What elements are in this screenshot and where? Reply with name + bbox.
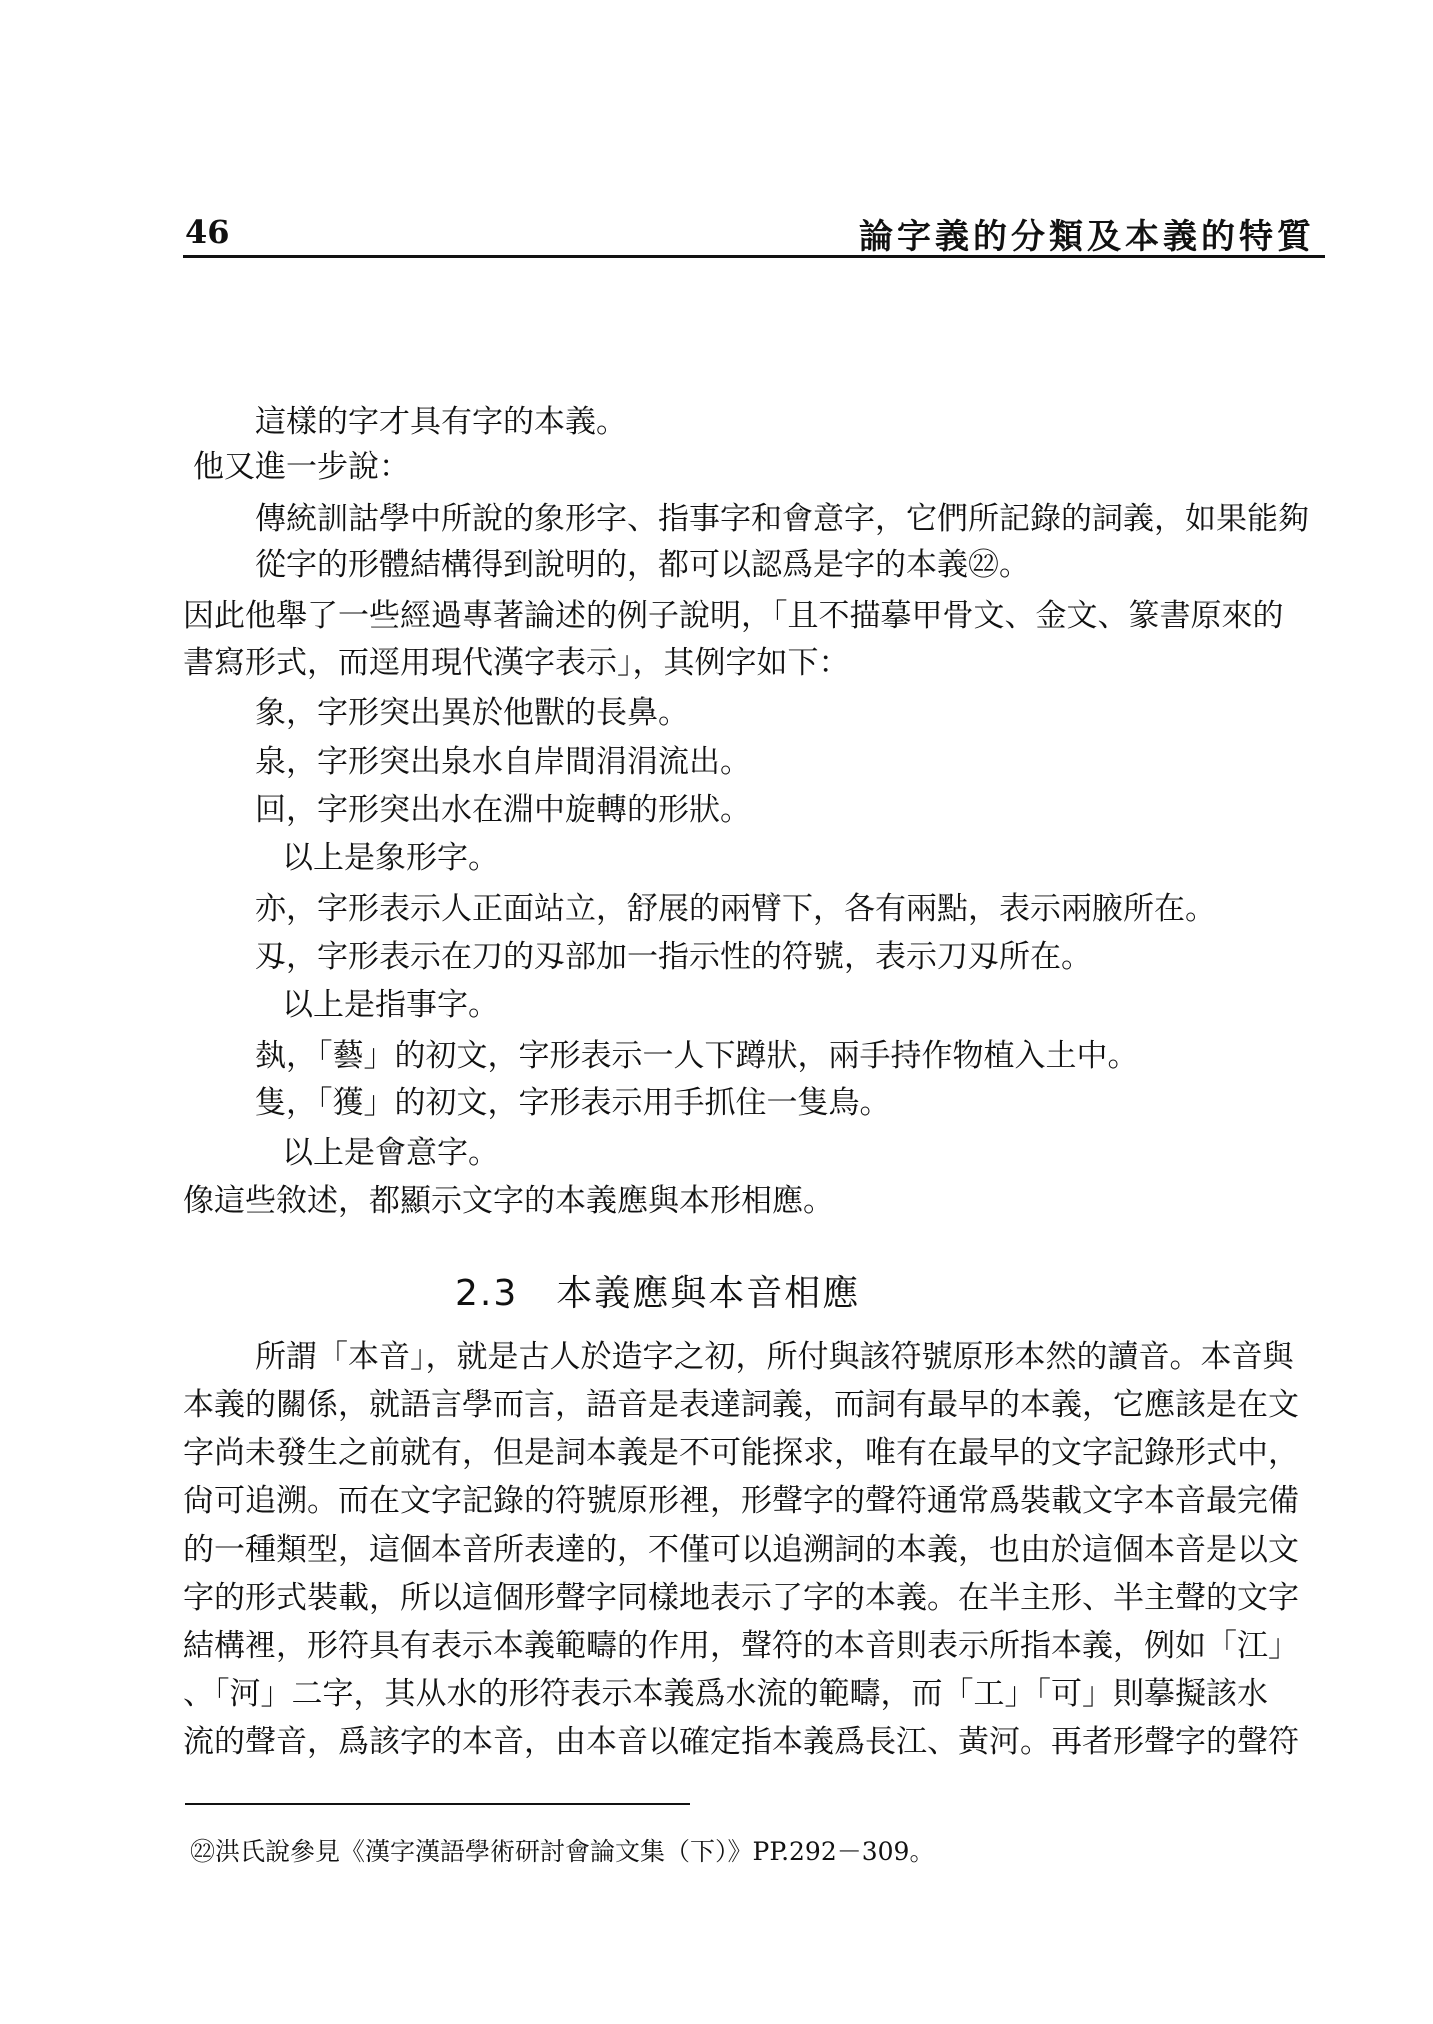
running-title: 論字義的分類及本義的特質 (859, 217, 1315, 257)
section-line: 本義的關係，就語言學而言，語音是表達詞義，而詞有最早的本義，它應該是在文 (183, 1387, 1299, 1423)
section-line: 所謂「本音」，就是古人於造字之初，所付與該符號原形本然的讀音。本音與 (255, 1339, 1294, 1375)
example-line: 埶，「藝」的初文，字形表示一人下蹲狀，兩手持作物植入土中。 (255, 1038, 1139, 1074)
category-line: 以上是會意字。 (282, 1135, 499, 1171)
example-line: 刄，字形表示在刀的刄部加一指示性的符號，表示刀刄所在。 (255, 939, 1092, 975)
section-line: 的一種類型，這個本音所表達的，不僅可以追溯詞的本義，也由於這個本音是以文 (183, 1532, 1299, 1568)
body-line: 因此他舉了一些經過專著論述的例子說明，「且不描摹甲骨文、金文、篆書原來的 (183, 598, 1284, 634)
section-heading: 2.3 本義應與本音相應 (455, 1273, 861, 1314)
quote-line: 傳統訓詁學中所說的象形字、指事字和會意字，它們所記錄的詞義，如果能夠 (255, 501, 1309, 537)
section-line: 尙可追溯。而在文字記錄的符號原形裡，形聲字的聲符通常爲裝載文字本音最完備 (183, 1483, 1299, 1519)
section-line: 結構裡，形符具有表示本義範疇的作用，聲符的本音則表示所指本義，例如「江」 (183, 1628, 1299, 1664)
category-line: 以上是指事字。 (282, 987, 499, 1023)
footnote-rule (185, 1803, 690, 1805)
example-line: 泉，字形突出泉水自岸間涓涓流出。 (255, 744, 751, 780)
example-line: 亦，字形表示人正面站立，舒展的兩臂下，各有兩點，表示兩腋所在。 (255, 891, 1216, 927)
example-line: 隻，「獲」的初文，字形表示用手抓住一隻鳥。 (255, 1085, 891, 1121)
section-line: 字的形式裝載，所以這個形聲字同樣地表示了字的本義。在半主形、半主聲的文字 (183, 1580, 1299, 1616)
page-number: 46 (185, 213, 230, 251)
example-line: 象，字形突出異於他獸的長鼻。 (255, 695, 689, 731)
example-line: 回，字形突出水在淵中旋轉的形狀。 (255, 792, 751, 828)
section-line: 、「河」二字，其从水的形符表示本義爲水流的範疇，而「工」「可」則摹擬該水 (183, 1676, 1268, 1712)
body-line: 像這些敘述，都顯示文字的本義應與本形相應。 (183, 1183, 834, 1219)
footnote: ㉒洪氏說參見《漢字漢語學術研討會論文集（下）》PP.292－309。 (190, 1837, 935, 1866)
section-line: 字尚未發生之前就有，但是詞本義是不可能探求，唯有在最早的文字記錄形式中， (183, 1435, 1299, 1471)
body-line: 他又進一步說： (193, 449, 410, 485)
section-line: 流的聲音，爲該字的本音，由本音以確定指本義爲長江、黃河。再者形聲字的聲符 (183, 1724, 1299, 1760)
quote-line: 從字的形體結構得到說明的，都可以認爲是字的本義㉒。 (255, 547, 1030, 583)
body-line: 這樣的字才具有字的本義。 (255, 404, 627, 440)
category-line: 以上是象形字。 (282, 840, 499, 876)
page-header (183, 205, 1325, 257)
header-rule (183, 255, 1325, 258)
body-line: 書寫形式，而逕用現代漢字表示」，其例字如下： (183, 645, 850, 681)
